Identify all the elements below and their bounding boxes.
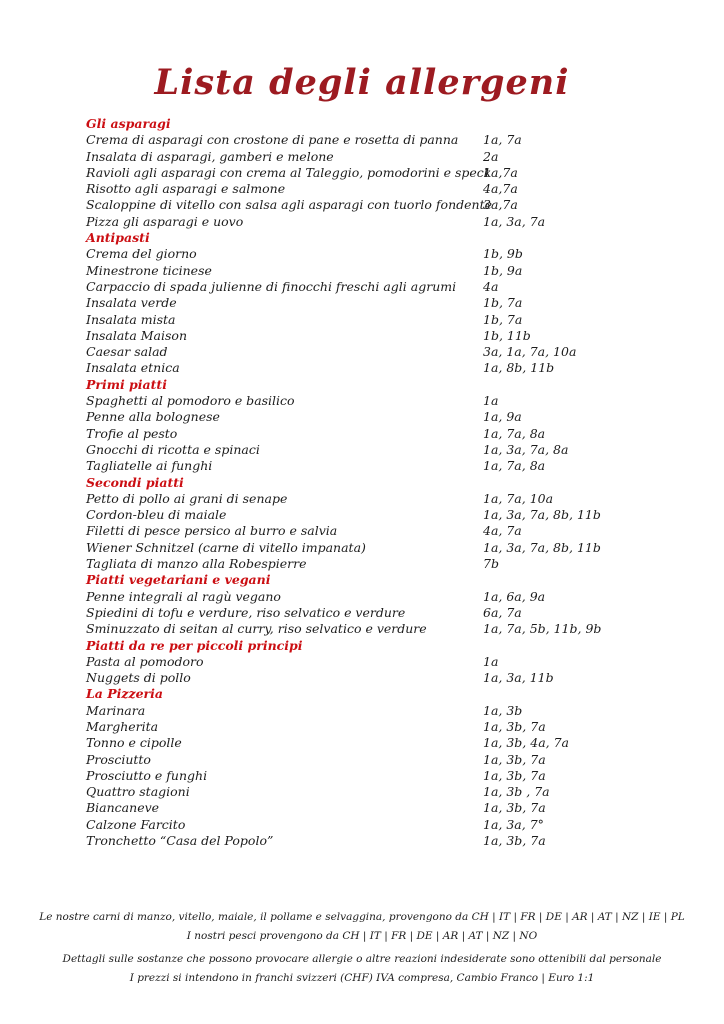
allergen-codes: 1a, 3a, 11b [483,670,554,686]
menu-row [86,344,686,360]
allergen-codes: 1a, 3b [483,702,523,718]
section-header: Gli asparagi [86,116,171,131]
menu-row [86,393,686,409]
section-header: Antipasti [86,230,150,246]
menu-row [86,540,686,556]
footer-line-fish-origin: I nostri pesci provengono da CH | IT | FR | DE | AR | AT | NZ | NO [186,930,538,942]
dish-name: Penne integrali al ragù vegano [86,588,281,604]
dish-name: Gnocchi di ricotta e spinaci [86,441,260,457]
menu-row [86,654,686,670]
menu-row [86,181,686,197]
menu-row [86,752,686,768]
dish-name: Pizza gli asparagi e uovo [86,213,244,229]
allergen-codes: 1a, 3a, 7a, 8b, 11b [483,507,601,523]
dish-name: Spiedini di tofu e verdure, riso selvatico e verdure [86,604,406,620]
allergen-codes: 1a [483,393,499,409]
dish-name: Caesar salad [86,344,168,360]
allergen-codes: 1a, 3b, 7a [483,800,546,816]
dish-name: Wiener Schnitzel (carne di vitello impanata) [86,539,366,555]
page-title: Lista degli allergeni [154,62,570,103]
dish-name: Insalata verde [86,295,177,311]
dish-name: Nuggets di pollo [86,670,191,686]
allergen-codes: 1a, 7a, 10a [483,490,554,506]
menu-row [86,800,686,816]
menu-row [86,556,686,572]
allergen-codes: 6a, 7a [483,604,522,620]
allergen-codes: 3a,7a [483,197,518,213]
dish-name: Insalata mista [86,311,176,327]
allergen-codes: 1a, 3a, 7a [483,213,546,229]
footer-line-prices: I prezzi si intendono in franchi svizzeri (CHF) IVA compresa, Cambio Franco | Euro 1:1 [129,972,595,984]
dish-name: Filetti di pesce persico al burro e salvia [86,523,338,539]
dish-name: Carpaccio di spada julienne di finocchi freschi agli agrumi [86,278,457,294]
menu-row [86,491,686,507]
dish-name: Marinara [86,702,146,718]
dish-name: Quattro stagioni [86,784,190,800]
dish-name: Tagliatelle ai funghi [86,458,213,474]
menu-row [86,165,686,181]
allergen-codes: 1a, 3b, 7a [483,751,546,767]
allergen-codes: 4a [483,278,499,294]
allergen-codes: 1a, 7a, 8a [483,458,546,474]
allergen-codes: 1a, 8b, 11b [483,360,555,376]
allergen-codes: 3a, 1a, 7a, 10a [483,344,577,360]
section-header: Secondi piatti [86,474,184,490]
dish-name: Sminuzzato di seitan al curry, riso selvatico e verdure [86,621,427,637]
allergen-codes: 1a, 3b , 7a [483,784,550,800]
dish-name: Prosciutto [86,751,151,767]
dish-name: Tagliata di manzo alla Robespierre [86,556,307,572]
allergen-codes: 1a, 9a [483,409,522,425]
dish-name: Cordon-bleu di maiale [86,507,227,523]
menu-row [86,817,686,833]
dish-name: Tonno e cipolle [86,735,182,751]
allergen-codes: 1a, 3a, 7° [483,816,544,832]
menu-row [86,719,686,735]
allergen-codes: 1a, 3b, 7a [483,767,546,783]
allergen-codes: 1a, 7a, 8a [483,425,546,441]
dish-name: Scaloppine di vitello con salsa agli asparagi con tuorlo fondente [86,197,493,213]
section-header: Primi piatti [86,376,167,392]
allergen-codes: 1b, 7a [483,295,523,311]
dish-name: Tronchetto “Casa del Popolo” [86,833,274,849]
allergen-codes: 1a, 7a, 5b, 11b, 9b [483,621,602,637]
allergen-codes: 1a, 3a, 7a, 8a [483,441,569,457]
menu-row [86,214,686,230]
menu-row [86,735,686,751]
dish-name: Insalata Maison [86,327,187,343]
menu-row [86,312,686,328]
menu-row [86,295,686,311]
allergen-codes: 1a, 6a, 9a [483,588,546,604]
menu-row [86,507,686,523]
allergen-codes: 1a, 7a [483,132,522,148]
dish-name: Insalata di asparagi, gamberi e melone [86,148,334,164]
menu-row [86,784,686,800]
menu-list [86,116,686,849]
menu-row [86,670,686,686]
allergen-codes: 1a [483,653,499,669]
menu-row [86,605,686,621]
allergen-codes: 1a, 3a, 7a, 8b, 11b [483,539,601,555]
menu-row [86,409,686,425]
menu-row [86,589,686,605]
allergen-codes: 4a, 7a [483,523,522,539]
footer-line-allergen-info: Dettagli sulle sostanze che possono provocare allergie o altre reazioni indesiderate sono ottenibili dal personale [62,953,662,965]
section-header: Piatti vegetariani e vegani [86,572,271,588]
dish-name: Crema di asparagi con crostone di pane e rosetta di panna [86,132,459,148]
allergen-codes: 1b, 7a [483,311,523,327]
menu-row [86,703,686,719]
allergen-codes: 1b, 9b [483,246,523,262]
menu-row [86,149,686,165]
dish-name: Calzone Farcito [86,816,186,832]
menu-row [86,279,686,295]
allergen-codes: 1a, 3b, 4a, 7a [483,735,570,751]
menu-row [86,246,686,262]
footer-line-meat-origin: Le nostre carni di manzo, vitello, maiale, il pollame e selvaggina, provengono da CH | IT | FR | DE | AR | AT | NZ | IE | PL [39,911,685,923]
dish-name: Risotto agli asparagi e salmone [86,181,286,197]
menu-row [86,263,686,279]
menu-row [86,458,686,474]
allergen-codes: 2a [483,148,499,164]
menu-row [86,768,686,784]
allergen-codes: 1b, 9a [483,262,523,278]
footer [0,908,724,988]
menu-row [86,197,686,213]
dish-name: Crema del giorno [86,246,197,262]
allergen-codes: 1a, 3b, 7a [483,718,546,734]
menu-row [86,523,686,539]
dish-name: Trofie al pesto [86,425,178,441]
section-header: La Pizzeria [86,686,163,702]
menu-row [86,621,686,637]
menu-row [86,442,686,458]
dish-name: Insalata etnica [86,360,180,376]
allergen-codes: 1b, 11b [483,327,531,343]
menu-row [86,132,686,148]
allergen-codes: 1a, 3b, 7a [483,833,546,849]
dish-name: Margherita [86,718,159,734]
menu-row [86,833,686,849]
dish-name: Pasta al pomodoro [86,653,204,669]
dish-name: Penne alla bolognese [86,409,220,425]
menu-row [86,328,686,344]
allergen-codes: 7b [483,556,499,572]
dish-name: Prosciutto e funghi [86,767,208,783]
dish-name: Minestrone ticinese [86,262,212,278]
dish-name: Petto di pollo ai grani di senape [86,490,288,506]
allergen-codes: 1a,7a [483,164,518,180]
menu-row [86,360,686,376]
menu-row [86,426,686,442]
allergen-codes: 4a,7a [483,181,518,197]
dish-name: Ravioli agli asparagi con crema al Taleggio, pomodorini e speck [86,164,492,180]
dish-name: Biancaneve [86,800,160,816]
dish-name: Spaghetti al pomodoro e basilico [86,393,295,409]
section-header: Piatti da re per piccoli principi [86,637,303,653]
